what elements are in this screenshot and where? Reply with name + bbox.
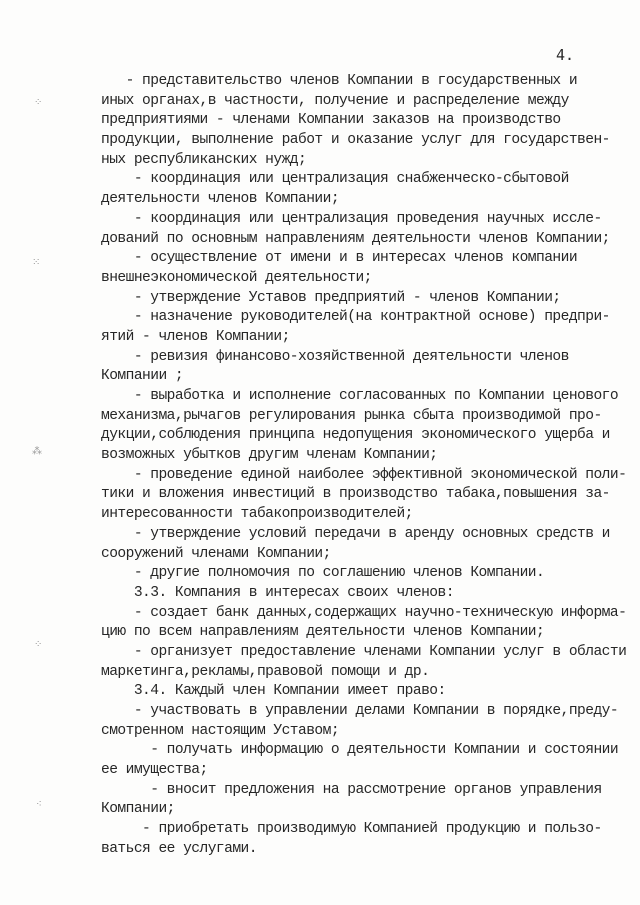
text-line: - утверждение Уставов предприятий - членов Компании; [101,289,561,306]
text-line: возможных убытков другим членам Компании; [101,447,438,464]
scan-speck: ⁘ [34,639,43,650]
text-line: маркетинга,рекламы,правовой помощи и др. [101,663,430,680]
text-line: дукции,соблюдения принципа недопущения экономического ущерба и [101,427,610,444]
text-line: - приобретать производимую Компанией продукцию и пользо- [101,821,602,838]
text-line: - участвовать в управлении делами Компании в порядке,преду- [101,703,619,719]
text-line: - утверждение условий передачи в аренду основных средств и [101,525,610,542]
text-line: - создает банк данных,содержащих научно-техническую информа- [101,604,627,621]
text-line: - осуществление от имени и в интересах членов компании [101,250,578,267]
text-line: - выработка и исполнение согласованных по Компании ценового [101,388,619,404]
text-line: ваться ее услугами. [101,840,257,857]
text-line: - проведение единой наиболее эффективной экономической поли- [101,466,627,483]
text-line: - получать информацию о деятельности Компании и состоянии [101,742,619,759]
text-line: сооружений членами Компании; [101,545,331,562]
section-heading-3-4: 3.4. Каждый член Компании имеет право: [101,683,446,700]
text-line: - ревизия финансово-хозяйственной деятельности членов [101,348,569,365]
text-line: - другие полномочия по соглашению членов Компании. [101,565,545,582]
scan-speck: ⁘ [34,97,43,108]
text-line: деятельности членов Компании; [101,191,340,208]
text-line: - назначение руководителей(на контрактной основе) предпри- [101,309,610,326]
text-line: интересованности табакопроизводителей; [101,506,413,523]
page-number: 4. [556,46,575,64]
scan-speck: ⁖ [36,799,42,810]
text-line: - представительство членов Компании в государственных и [101,73,578,89]
text-line: - вносит предложения на рассмотрение органов управления [101,781,602,798]
text-line: внешнеэкономической деятельности; [101,269,372,286]
text-line: смотренном настоящим Уставом; [101,722,340,739]
text-line: ных республиканских нужд; [101,151,307,168]
text-line: ятий - членов Компании; [101,328,290,345]
text-line: предприятиями - членами Компании заказов на производство [101,112,561,129]
text-line: - координация или централизация снабженческо-сбытовой [101,171,569,188]
text-line: ее имущества; [101,762,208,779]
scan-speck: ⁙ [32,257,41,268]
text-line: Компании ; [101,368,184,385]
scan-speck: ⁂ [32,446,42,457]
section-heading-3-3: 3.3. Компания в интересах своих членов: [101,584,454,601]
text-line: Компании; [101,801,175,818]
text-line: продукции, выполнение работ и оказание услуг для государствен- [101,132,610,149]
text-line: цию по всем направлениям деятельности членов Компании; [101,624,545,641]
text-line: дований по основным направлениям деятельности членов Компании; [101,230,610,247]
document-body [101,72,627,860]
text-line: иных органах,в частности, получение и распределение между [101,92,569,109]
text-line: тики и вложения инвестиций в производство табака,повышения за- [101,486,610,503]
text-line: - организует предоставление членами Компании услуг в области [101,643,627,660]
text-line: механизма,рычагов регулирования рынка сбыта производимой про- [101,407,602,424]
text-line: - координация или централизация проведения научных иссле- [101,210,602,227]
